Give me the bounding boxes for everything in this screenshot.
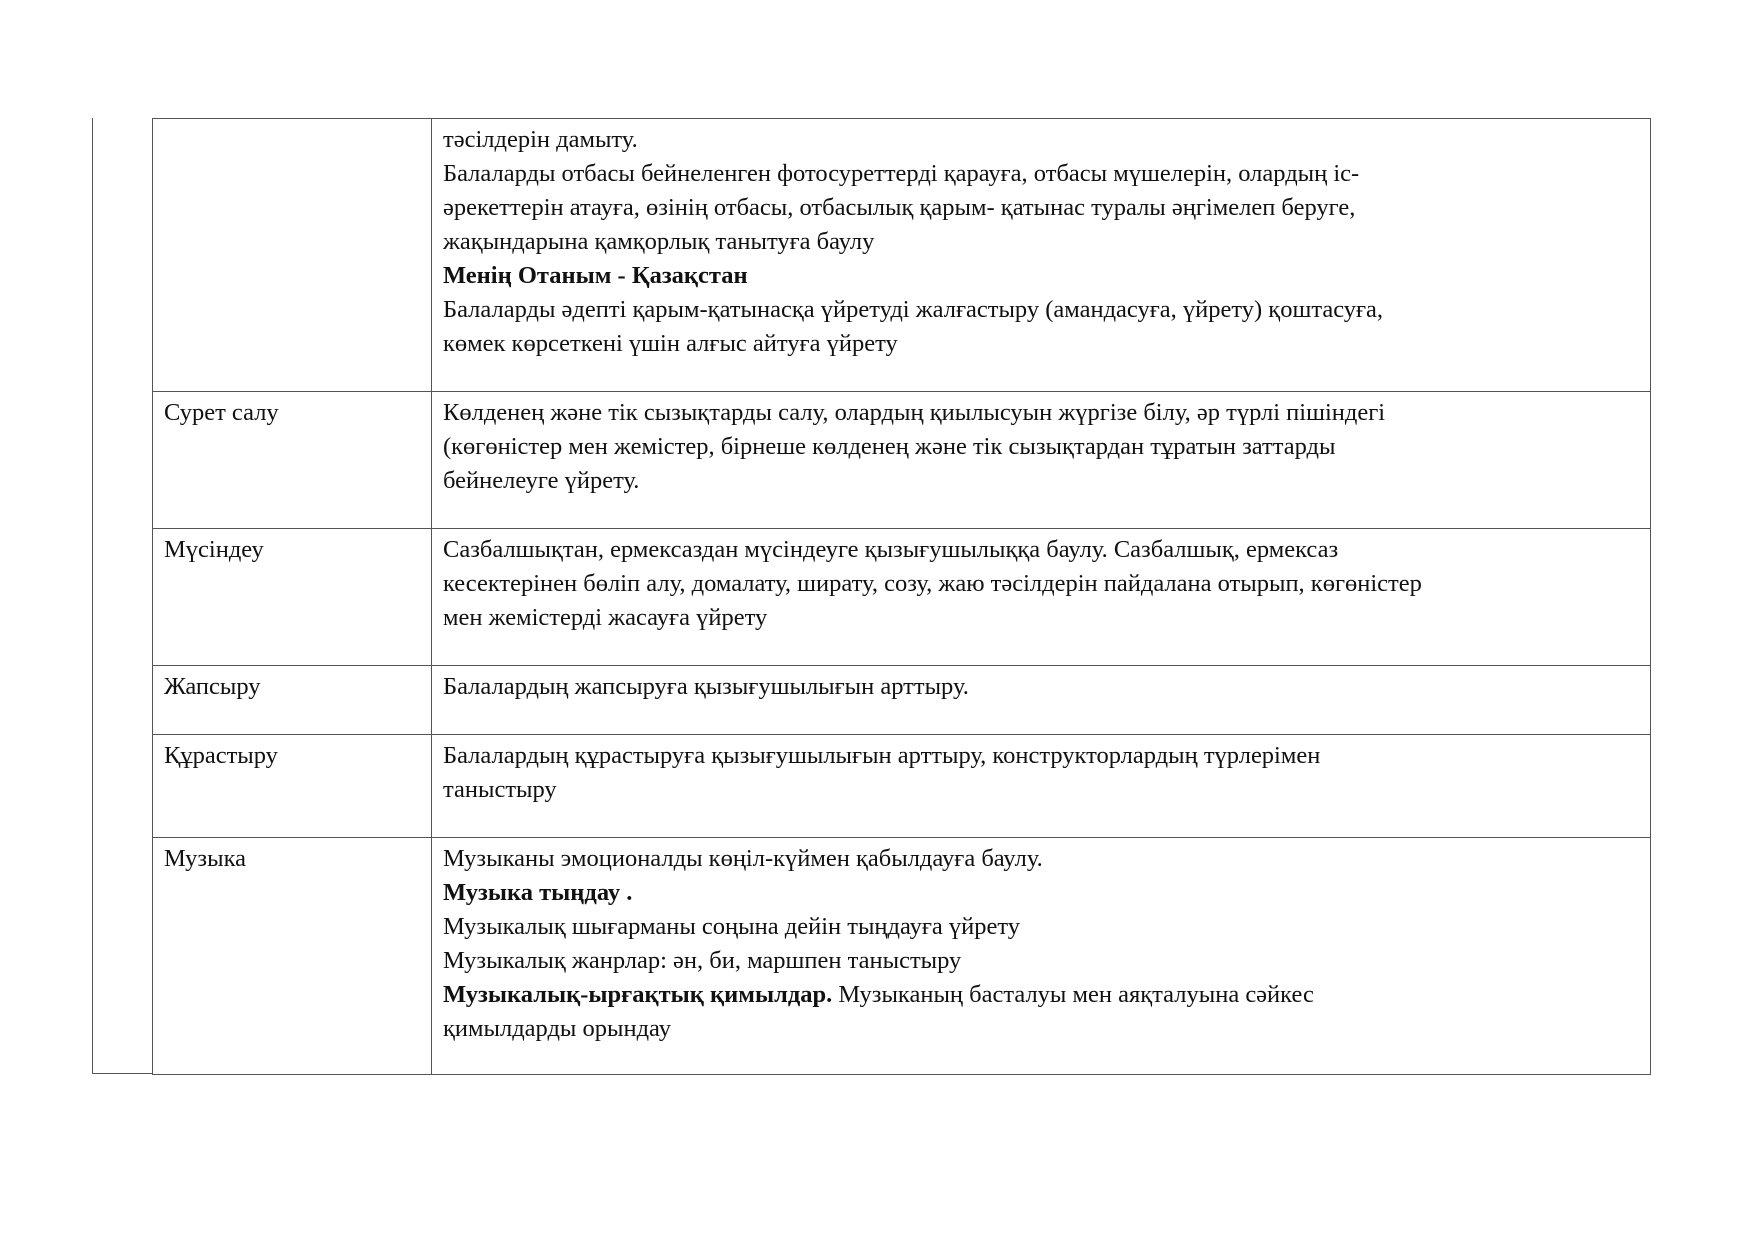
content-line: таныстыру [443,776,557,803]
content-cell [432,529,1651,666]
table-row [153,666,1651,735]
content-line: Сазбалшықтан, ермексаздан мүсіндеуге қызығушылыққа баулу. Сазбалшық, ермексаз [443,536,1339,563]
content-line: тәсілдерін дамыту. [443,126,638,153]
content-line: қимылдарды орындау [443,1015,671,1042]
content-cell [432,735,1651,838]
curriculum-table [152,118,1651,1075]
area-label: Музыка [164,845,246,872]
content-line: Көлденең және тік сызықтарды салу, олардың қиылысуын жүргізе білу, әр түрлі пішіндегі [443,399,1386,426]
table-row [153,119,1651,392]
section-heading: Музыкалық-ырғақтық қимылдар. [443,981,833,1008]
area-label-cell [153,529,432,666]
content-line: Музыканың басталуы мен аяқталуына сәйкес [832,981,1314,1008]
content-cell [432,119,1651,392]
content-line: бейнелеуге үйрету. [443,467,640,494]
content-line: әрекеттерін атауға, өзінің отбасы, отбасылық қарым- қатынас туралы әңгімелеп беруге, [443,194,1356,221]
content-line: Музыкалық жанрлар: ән, би, маршпен таныстыру [443,947,962,974]
content-line: Музыкалық шығарманы соңына дейін тыңдауға үйрету [443,913,1021,940]
area-label-cell [153,119,432,392]
content-cell [432,838,1651,1075]
content-line: Балаларды әдепті қарым-қатынасқа үйретуді жалғастыру (амандасуға, үйрету) қоштасуға, [443,296,1384,323]
table-row [153,838,1651,1075]
area-label: Жапсыру [164,673,261,700]
table-row [153,529,1651,666]
content-line: Балалардың құрастыруға қызығушылығын арттыру, конструкторлардың түрлерімен [443,742,1321,769]
content-line: Балалардың жапсыруға қызығушылығын арттыру. [443,673,969,700]
content-line: Музыканы эмоционалды көңіл-күймен қабылдауға баулу. [443,845,1043,872]
section-heading: Музыка тыңдау . [443,879,633,906]
merged-left-column [92,118,152,1074]
content-line: көмек көрсеткені үшін алғыс айтуға үйрету [443,330,898,357]
mixed-line [443,978,1640,1012]
content-line: Балаларды отбасы бейнеленген фотосуреттерді қарауға, отбасы мүшелерін, олардың іс- [443,160,1360,187]
table-row [153,392,1651,529]
area-label: Сурет салу [164,399,279,426]
area-label-cell [153,838,432,1075]
content-line: жақындарына қамқорлық танытуға баулу [443,228,875,255]
table-row [153,735,1651,838]
content-cell [432,392,1651,529]
content-line: (көгөністер мен жемістер, бірнеше көлденең және тік сызықтардан тұратын заттарды [443,433,1336,460]
area-label-cell [153,392,432,529]
content-cell [432,666,1651,735]
area-label-cell [153,735,432,838]
content-line: кесектерінен бөліп алу, домалату, ширату, созу, жаю тәсілдерін пайдалана отырып, көгөністер [443,570,1422,597]
area-label-cell [153,666,432,735]
content-line: мен жемістерді жасауға үйрету [443,604,768,631]
section-heading: Менің Отаным - Қазақстан [443,262,748,289]
area-label: Құрастыру [164,742,278,769]
area-label: Мүсіндеу [164,536,264,563]
